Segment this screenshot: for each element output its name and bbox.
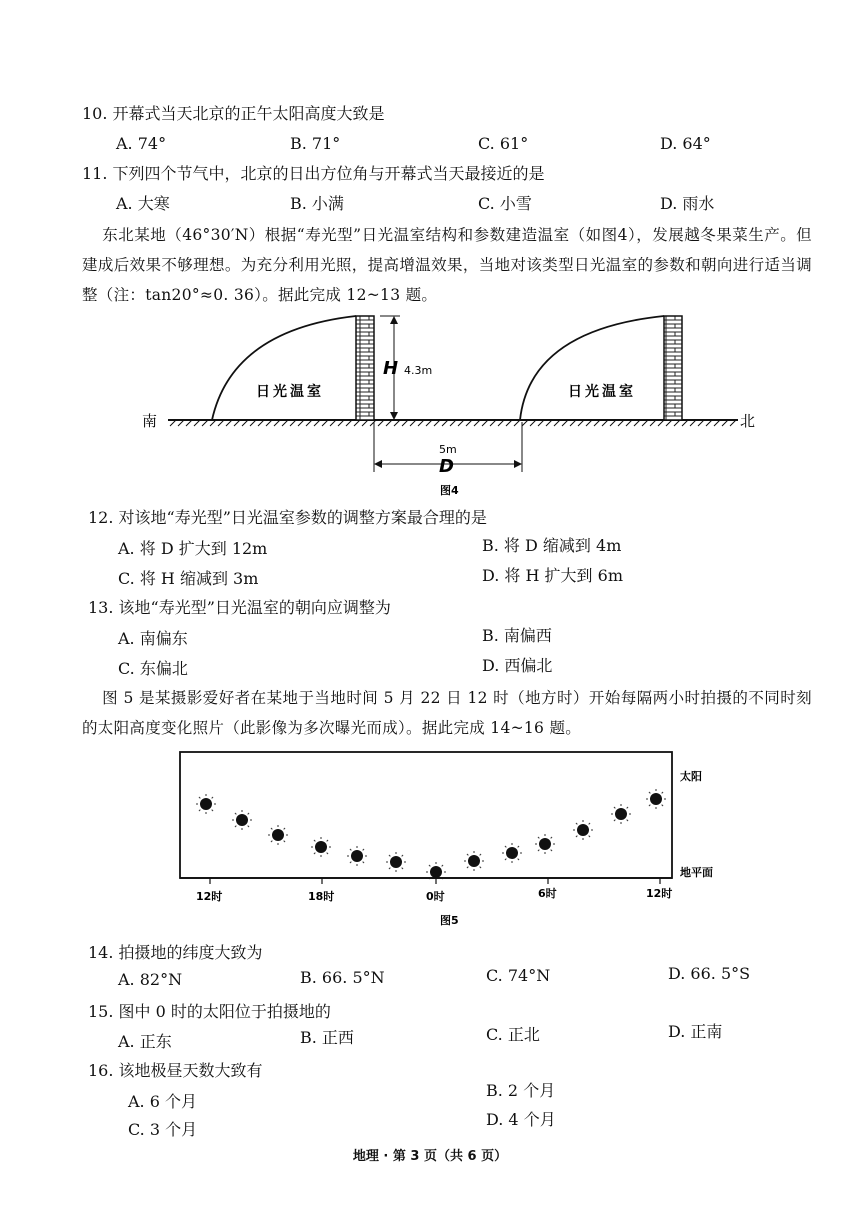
q16-stem: 16. 该地极昼天数大致有: [88, 1061, 263, 1080]
q10-stem: 10. 开幕式当天北京的正午太阳高度大致是: [82, 104, 385, 123]
passage-photo: [82, 683, 812, 743]
passage-photo-text: 图 5 是某摄影爱好者在某地于当地时间 5 月 22 日 12 时（地方时）开始每隔两小时拍摄的不同时刻的太阳高度变化照片（此影像为多次曝光而成）。据此完成 14~16 题。: [82, 689, 812, 737]
greenhouse-right-wall: [664, 316, 682, 420]
q12-option-b: B. 将 D 缩减到 4m: [482, 536, 622, 555]
q15-option-b: B. 正西: [300, 1028, 354, 1047]
greenhouse-left-wall: [356, 316, 374, 420]
time-axis-ticks: [210, 878, 660, 884]
q14-option-d: D. 66. 5°S: [668, 964, 751, 983]
figure-5-sun-photo: [0, 748, 860, 938]
h-letter: H: [383, 358, 399, 379]
passage-greenhouse-text: 东北某地（46°30′N）根据“寿光型”日光温室结构和参数建造温室（如图4），发展越冬果菜生产。但建成后效果不够理想。为充分利用光照，提高增温效果，当地对该类型日光温室的参数和朝向进行适当调整（注：tan20°≈0. 36）。据此完成 12~13 题。: [82, 226, 812, 304]
q13-stem: 13. 该地“寿光型”日光温室的朝向应调整为: [88, 598, 391, 617]
q10-option-d: D. 64°: [660, 134, 711, 153]
q10-option-c: C. 61°: [478, 134, 529, 153]
d-letter: D: [439, 456, 454, 477]
q13-option-d: D. 西偏北: [482, 656, 553, 675]
q10-option-a: A. 74°: [116, 134, 167, 153]
page-footer: 地理 · 第 3 页（共 6 页）: [352, 1149, 508, 1164]
horizon-label: 地平面: [680, 866, 713, 879]
tick-6h: 6时: [538, 887, 557, 900]
h-value: 4.3m: [404, 364, 433, 377]
tick-12h-end: 12时: [646, 887, 673, 900]
greenhouse-left-label: 日光温室: [256, 384, 324, 400]
q11-option-b: B. 小满: [290, 194, 344, 213]
q13-option-b: B. 南偏西: [482, 626, 552, 645]
figure-5-caption: 图5: [440, 914, 459, 927]
q11-option-a: A. 大寒: [116, 194, 170, 213]
d-value: 5m: [439, 443, 457, 456]
q13-option-c: C. 东偏北: [118, 659, 188, 678]
q15-stem: 15. 图中 0 时的太阳位于拍摄地的: [88, 1002, 331, 1021]
sun-label: 太阳: [680, 770, 702, 783]
q14-stem: 14. 拍摄地的纬度大致为: [88, 943, 263, 962]
tick-18h: 18时: [308, 890, 335, 903]
q12-option-a: A. 将 D 扩大到 12m: [118, 539, 268, 558]
q15-option-a: A. 正东: [118, 1032, 172, 1051]
q13-option-a: A. 南偏东: [118, 629, 188, 648]
q16-option-b: B. 2 个月: [486, 1081, 556, 1100]
q12-option-d: D. 将 H 扩大到 6m: [482, 566, 623, 585]
q15-option-d: D. 正南: [668, 1022, 723, 1041]
tick-0h: 0时: [426, 890, 445, 903]
greenhouse-left-roof: [212, 316, 356, 420]
q15-option-c: C. 正北: [486, 1025, 540, 1044]
q11-stem: 11. 下列四个节气中，北京的日出方位角与开幕式当天最接近的是: [82, 164, 545, 183]
south-label: 南: [142, 412, 158, 430]
q16-option-d: D. 4 个月: [486, 1110, 556, 1129]
q11-option-c: C. 小雪: [478, 194, 532, 213]
q12-option-c: C. 将 H 缩减到 3m: [118, 569, 259, 588]
photo-frame: [180, 752, 672, 878]
q16-option-a: A. 6 个月: [128, 1092, 197, 1111]
greenhouse-right-label: 日光温室: [568, 384, 636, 400]
q12-stem: 12. 对该地“寿光型”日光温室参数的调整方案最合理的是: [88, 508, 487, 527]
q14-option-b: B. 66. 5°N: [300, 968, 385, 987]
q14-option-a: A. 82°N: [118, 970, 183, 989]
north-label: 北: [740, 412, 756, 430]
greenhouse-right-roof: [520, 316, 664, 420]
figure-4-greenhouse-diagram: [0, 308, 860, 508]
tick-12h-start: 12时: [196, 890, 223, 903]
q10-option-b: B. 71°: [290, 134, 341, 153]
q14-option-c: C. 74°N: [486, 966, 551, 985]
q11-option-d: D. 雨水: [660, 194, 715, 213]
passage-greenhouse: [82, 220, 812, 310]
figure-4-caption: 图4: [440, 484, 459, 497]
q16-option-c: C. 3 个月: [128, 1120, 198, 1139]
